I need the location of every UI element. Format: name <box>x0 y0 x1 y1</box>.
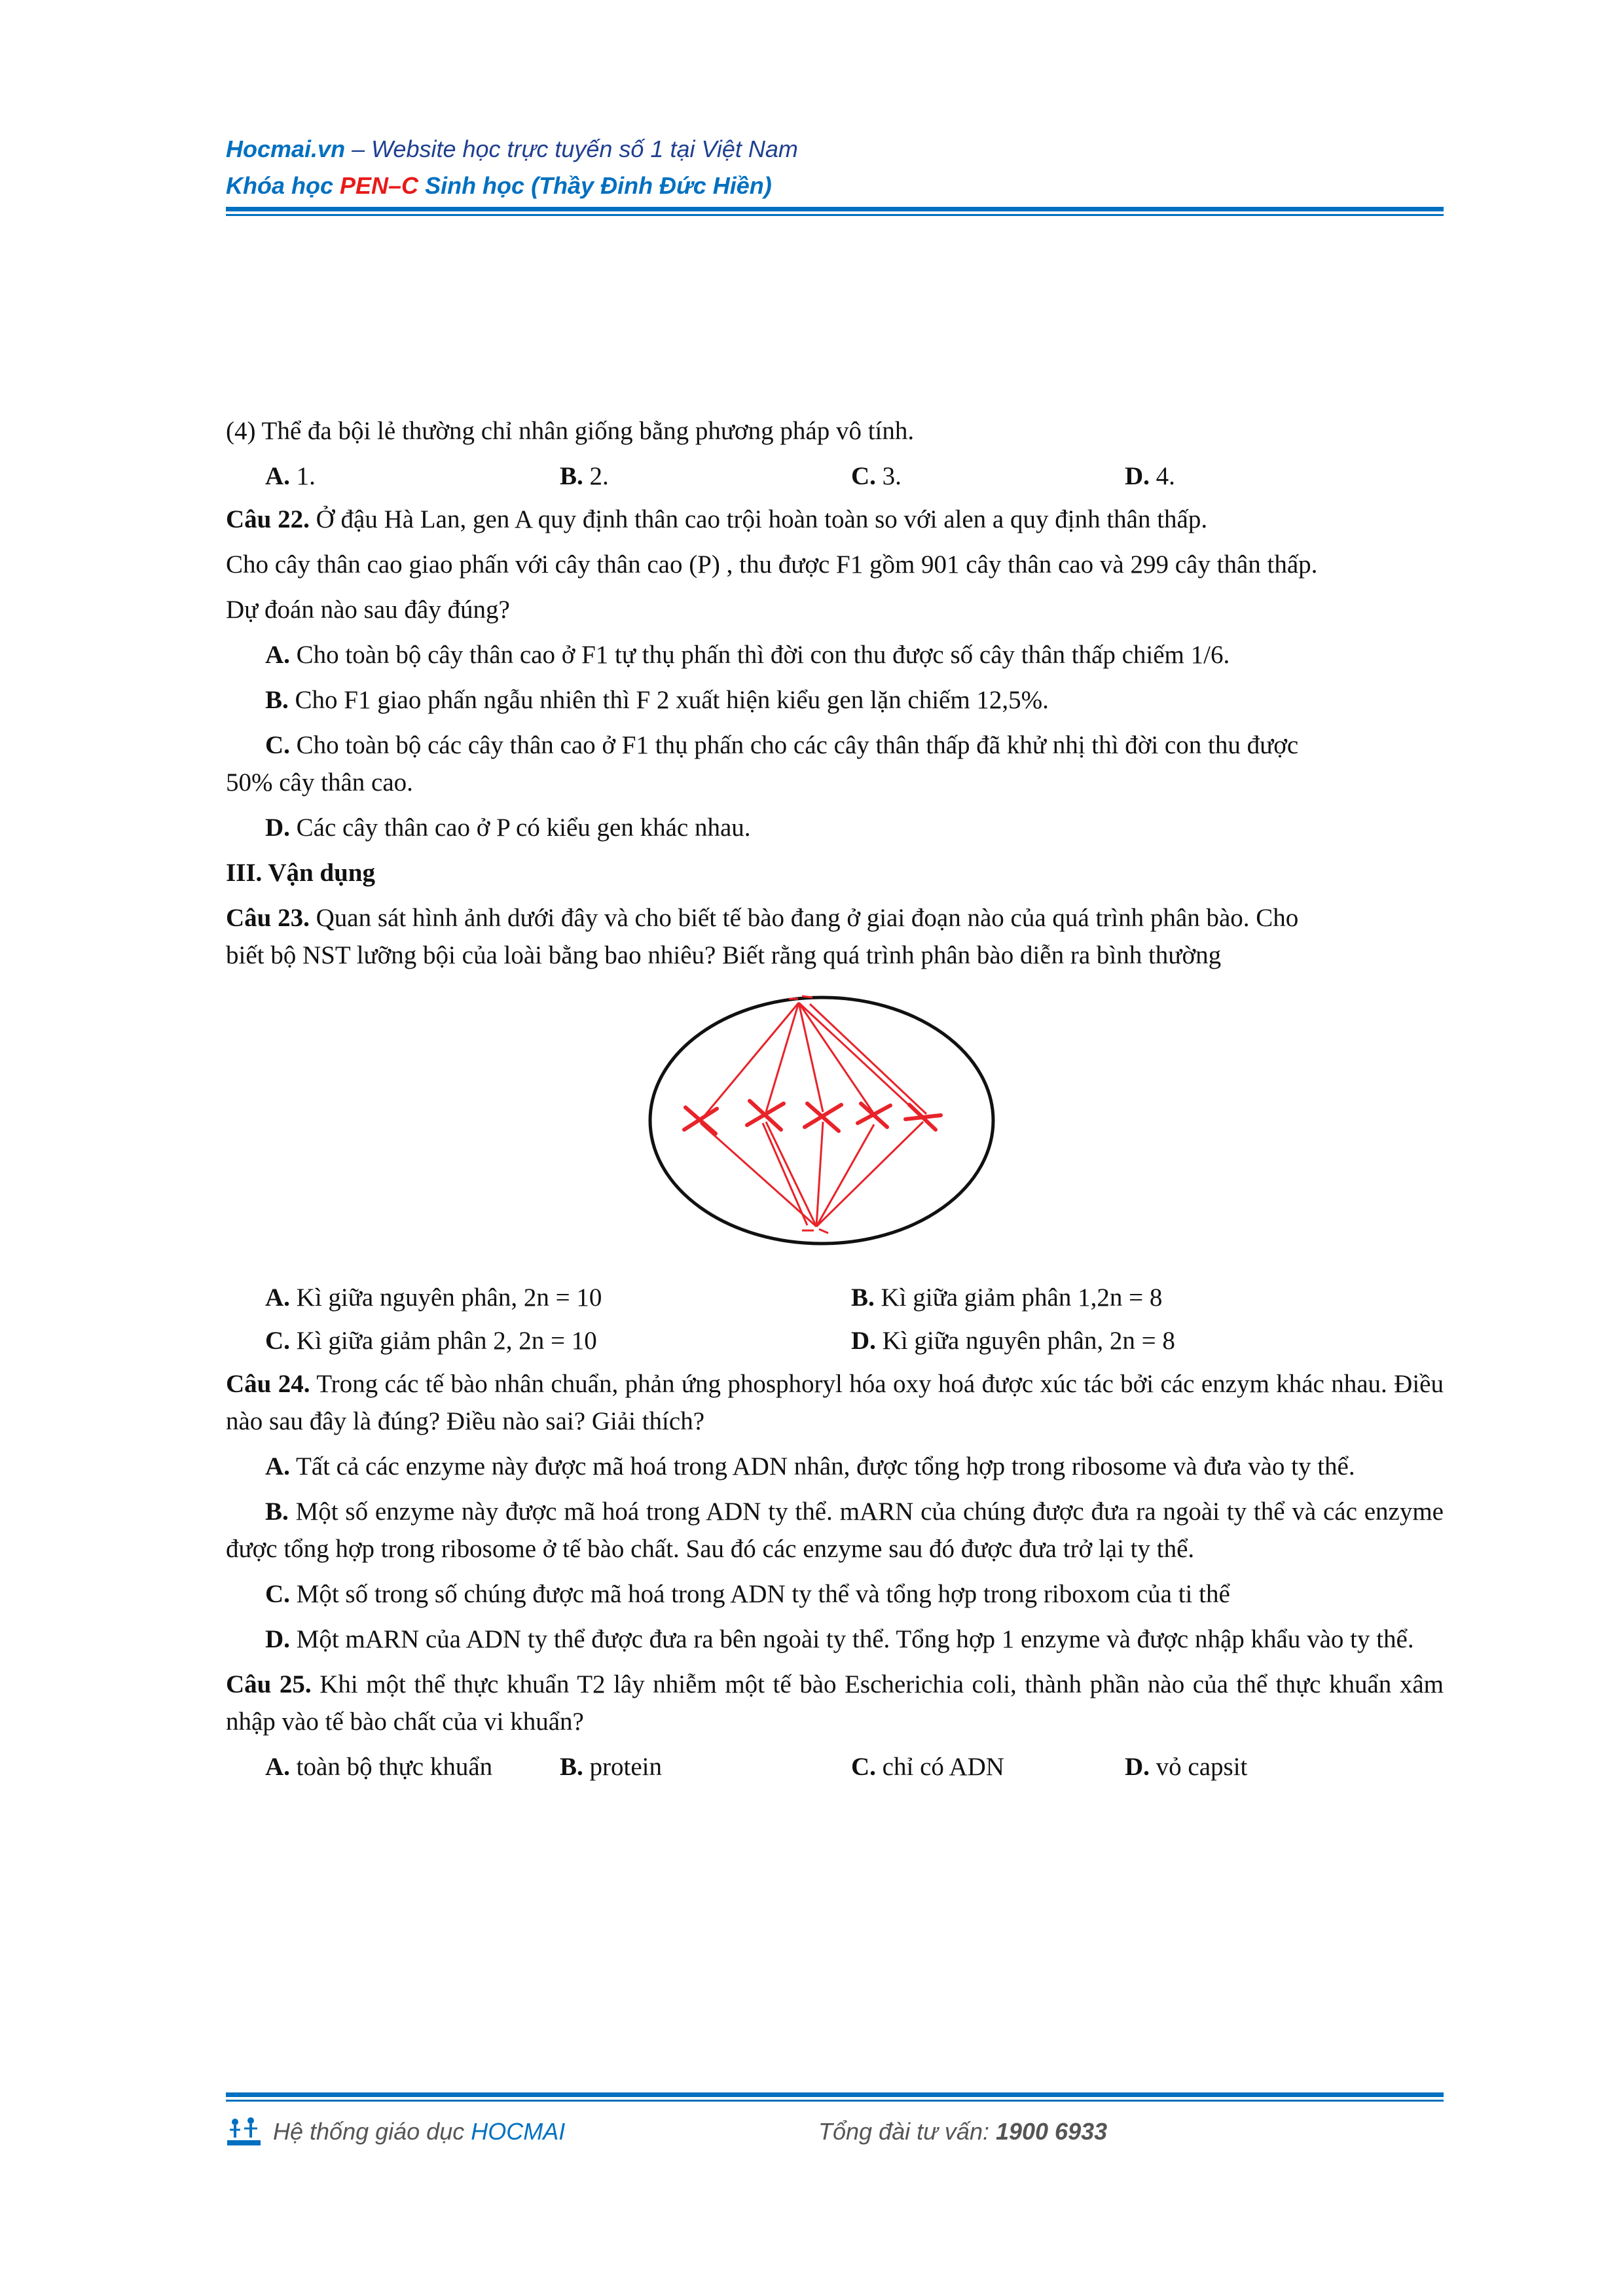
footer-right-prefix: Tổng đài tư vấn: <box>818 2118 996 2145</box>
q21-option-a-key: A. <box>265 462 290 490</box>
q23-stem-1-text: Quan sát hình ảnh dưới đây và cho biết tế bào đang ở giai đoạn nào của quá trình phân bào. Cho <box>309 904 1299 932</box>
q22-stem-1 <box>226 501 1444 538</box>
q22-option-d[interactable] <box>226 809 1444 846</box>
q23-stem-1 <box>226 899 1444 937</box>
q24-option-a-key: A. <box>265 1452 290 1480</box>
q24-option-d-key: D. <box>265 1625 290 1653</box>
q23-option-c[interactable] <box>265 1322 597 1359</box>
footer-rule-thin <box>226 2100 1444 2102</box>
q22-option-d-key: D. <box>265 814 290 842</box>
q24-option-d[interactable] <box>226 1621 1444 1658</box>
document-body <box>226 412 1444 1791</box>
q24-option-b[interactable] <box>226 1493 1444 1568</box>
q23-option-a-key: A. <box>265 1283 290 1312</box>
chromosomes <box>684 1101 941 1134</box>
header-course-subject: Sinh học (Thầy Đinh Đức Hiền) <box>418 172 772 199</box>
q24-option-a-text: Tất cả các enzyme này được mã hoá trong ADN nhân, được tổng hợp trong ribosome và đưa vào ty thể. <box>289 1452 1355 1480</box>
q22-option-c-line-2: 50% cây thân cao. <box>226 768 413 797</box>
q23-stem-2: biết bộ NST lưỡng bội của loài bằng bao nhiêu? Biết rằng quá trình phân bào diễn ra bình thường <box>226 941 1222 969</box>
q22-option-a-key: A. <box>265 641 290 669</box>
q22-label: Câu 22. <box>226 505 310 533</box>
q23-option-b-key: B. <box>851 1283 875 1312</box>
q21-option-a-text: 1. <box>289 462 316 490</box>
section-title: III. Vận dụng <box>226 859 376 887</box>
header-course-prefix: Khóa học <box>226 172 340 199</box>
header-site-line <box>226 131 1444 168</box>
q23-option-b-text: Kì giữa giảm phân 1,2n = 8 <box>874 1283 1163 1312</box>
q21-option-b-text: 2. <box>583 462 609 490</box>
hocmai-logo-icon <box>226 2115 262 2148</box>
q22-option-c-line-1 <box>226 726 1444 764</box>
q25-option-d-key: D. <box>1125 1753 1150 1781</box>
q22-option-c[interactable] <box>226 726 1444 801</box>
q25-option-b-key: B. <box>560 1753 583 1781</box>
q25-options <box>226 1748 1444 1791</box>
q24-stem <box>226 1365 1444 1440</box>
q23-options-row-2 <box>226 1322 1444 1365</box>
q23-label: Câu 23. <box>226 904 310 932</box>
header-tagline: – Website học trực tuyến số 1 tại Việt Nam <box>345 135 798 162</box>
footer-brand[interactable]: HOCMAI <box>471 2118 566 2145</box>
q22-stem-2: Cho cây thân cao giao phấn với cây thân cao (P) , thu được F1 gồm 901 cây thân cao và 299 cây thân thấp. <box>226 550 1318 579</box>
q23-option-b[interactable] <box>851 1279 1162 1316</box>
q22-option-b[interactable] <box>226 681 1444 719</box>
q21-option-b-key: B. <box>560 462 583 490</box>
header-rule-thick <box>226 207 1444 211</box>
footer-hotline[interactable]: 1900 6933 <box>995 2118 1108 2145</box>
q24-option-c-key: C. <box>265 1580 290 1608</box>
q22-option-b-key: B. <box>265 686 289 714</box>
q25-option-a-text: toàn bộ thực khuẩn <box>289 1753 493 1781</box>
q23-option-c-text: Kì giữa giảm phân 2, 2n = 10 <box>289 1327 597 1355</box>
q25-option-d-text: vỏ capsit <box>1149 1753 1248 1781</box>
q23-option-a[interactable] <box>265 1279 602 1316</box>
q23-option-d[interactable] <box>851 1322 1175 1359</box>
chromosome-5 <box>905 1105 941 1130</box>
q21-option-d-key: D. <box>1125 462 1150 490</box>
page-header <box>226 131 1444 204</box>
q25-option-a[interactable] <box>265 1748 492 1785</box>
q24-stem-text: Trong các tế bào nhân chuẩn, phản ứng phosphoryl hóa oxy hoá được xúc tác bởi các enzym khác nhau. Điều nào sau đây là đúng? Điều nào sai? Giải thích? <box>226 1370 1444 1435</box>
q25-option-d[interactable] <box>1125 1748 1247 1785</box>
q24-option-a[interactable] <box>226 1448 1444 1485</box>
metaphase-cell-diagram <box>645 978 998 1266</box>
q24-option-d-text: Một mARN của ADN ty thể được đưa ra bên ngoài ty thể. Tổng hợp 1 enzyme và được nhập khẩu vào ty thể. <box>289 1625 1414 1653</box>
footer-left <box>273 2115 565 2148</box>
q23-option-d-key: D. <box>851 1327 876 1355</box>
header-course-name: PEN–C <box>340 172 419 199</box>
q21-option-d-text: 4. <box>1149 462 1175 490</box>
q24-option-b-text: Một số enzyme này được mã hoá trong ADN ty thể. mARN của chúng được đưa ra ngoài ty thể và các enzyme được tổng hợp trong ribosome ở tế bào chất. Sau đó các enzyme sau đó được đưa trở lại ty thể. <box>226 1498 1444 1563</box>
q21-option-a[interactable] <box>265 457 316 495</box>
page-footer <box>226 2113 1444 2152</box>
q25-option-a-key: A. <box>265 1753 290 1781</box>
q24-option-c-text: Một số trong số chúng được mã hoá trong ADN ty thể và tổng hợp trong riboxom của ti thể <box>289 1580 1230 1608</box>
q21-option-d[interactable] <box>1125 457 1175 495</box>
q25-option-c-text: chỉ có ADN <box>875 1753 1004 1781</box>
q25-option-c[interactable] <box>851 1748 1004 1785</box>
q22-option-b-text: Cho F1 giao phấn ngẫu nhiên thì F 2 xuất hiện kiểu gen lặn chiếm 12,5%. <box>288 686 1049 714</box>
q24-option-b-key: B. <box>265 1498 289 1526</box>
q22-stem-3: Dự đoán nào sau đây đúng? <box>226 596 510 624</box>
q23-option-d-text: Kì giữa nguyên phân, 2n = 8 <box>875 1327 1175 1355</box>
spindle-fibers <box>701 1003 926 1227</box>
q21-option-c[interactable] <box>851 457 902 495</box>
q23-option-c-key: C. <box>265 1327 290 1355</box>
chromosome-1 <box>684 1107 717 1134</box>
chromosome-2 <box>747 1101 784 1130</box>
q22-option-a-text: Cho toàn bộ cây thân cao ở F1 tự thụ phấn thì đời con thu được số cây thân thấp chiếm 1/6. <box>289 641 1230 669</box>
cell-division-figure <box>226 978 1444 1272</box>
q25-stem <box>226 1666 1444 1740</box>
q22-option-c-key: C. <box>265 731 290 759</box>
chromosome-4 <box>858 1103 890 1127</box>
q21-options <box>226 457 1444 501</box>
header-site-link[interactable]: Hocmai.vn <box>226 135 346 162</box>
q22-stem-1-text: Ở đậu Hà Lan, gen A quy định thân cao trội hoàn toàn so với alen a quy định thân thấp. <box>309 505 1208 533</box>
q25-option-b-text: protein <box>583 1753 662 1781</box>
footer-left-prefix: Hệ thống giáo dục <box>273 2118 471 2145</box>
q24-label: Câu 24. <box>226 1370 310 1398</box>
q25-option-b[interactable] <box>560 1748 662 1785</box>
q22-option-d-text: Các cây thân cao ở P có kiểu gen khác nhau. <box>289 814 751 842</box>
q25-option-c-key: C. <box>851 1753 876 1781</box>
q21-option-c-text: 3. <box>875 462 902 490</box>
q21-option-b[interactable] <box>560 457 609 495</box>
q25-stem-text: Khi một thể thực khuẩn T2 lây nhiễm một tế bào Escherichia coli, thành phần nào của thể thực khuẩn xâm nhập vào tế bào chất của vi khuẩn? <box>226 1670 1444 1736</box>
q22-option-a[interactable] <box>226 636 1444 673</box>
header-course-line <box>226 168 1444 204</box>
footer-rule-thick <box>226 2092 1444 2097</box>
q23-options-row-1 <box>226 1279 1444 1322</box>
q22-option-c-text: Cho toàn bộ các cây thân cao ở F1 thụ phấn cho các cây thân thấp đã khử nhị thì đời con thu được <box>289 731 1299 759</box>
q21-option-c-key: C. <box>851 462 876 490</box>
q24-option-c[interactable] <box>226 1575 1444 1613</box>
q23-option-a-text: Kì giữa nguyên phân, 2n = 10 <box>289 1283 602 1312</box>
header-rule-thin <box>226 214 1444 216</box>
footer-right <box>818 2115 1107 2148</box>
intro-statement: (4) Thể đa bội lẻ thường chỉ nhân giống bằng phương pháp vô tính. <box>226 417 915 445</box>
q25-label: Câu 25. <box>226 1670 312 1698</box>
